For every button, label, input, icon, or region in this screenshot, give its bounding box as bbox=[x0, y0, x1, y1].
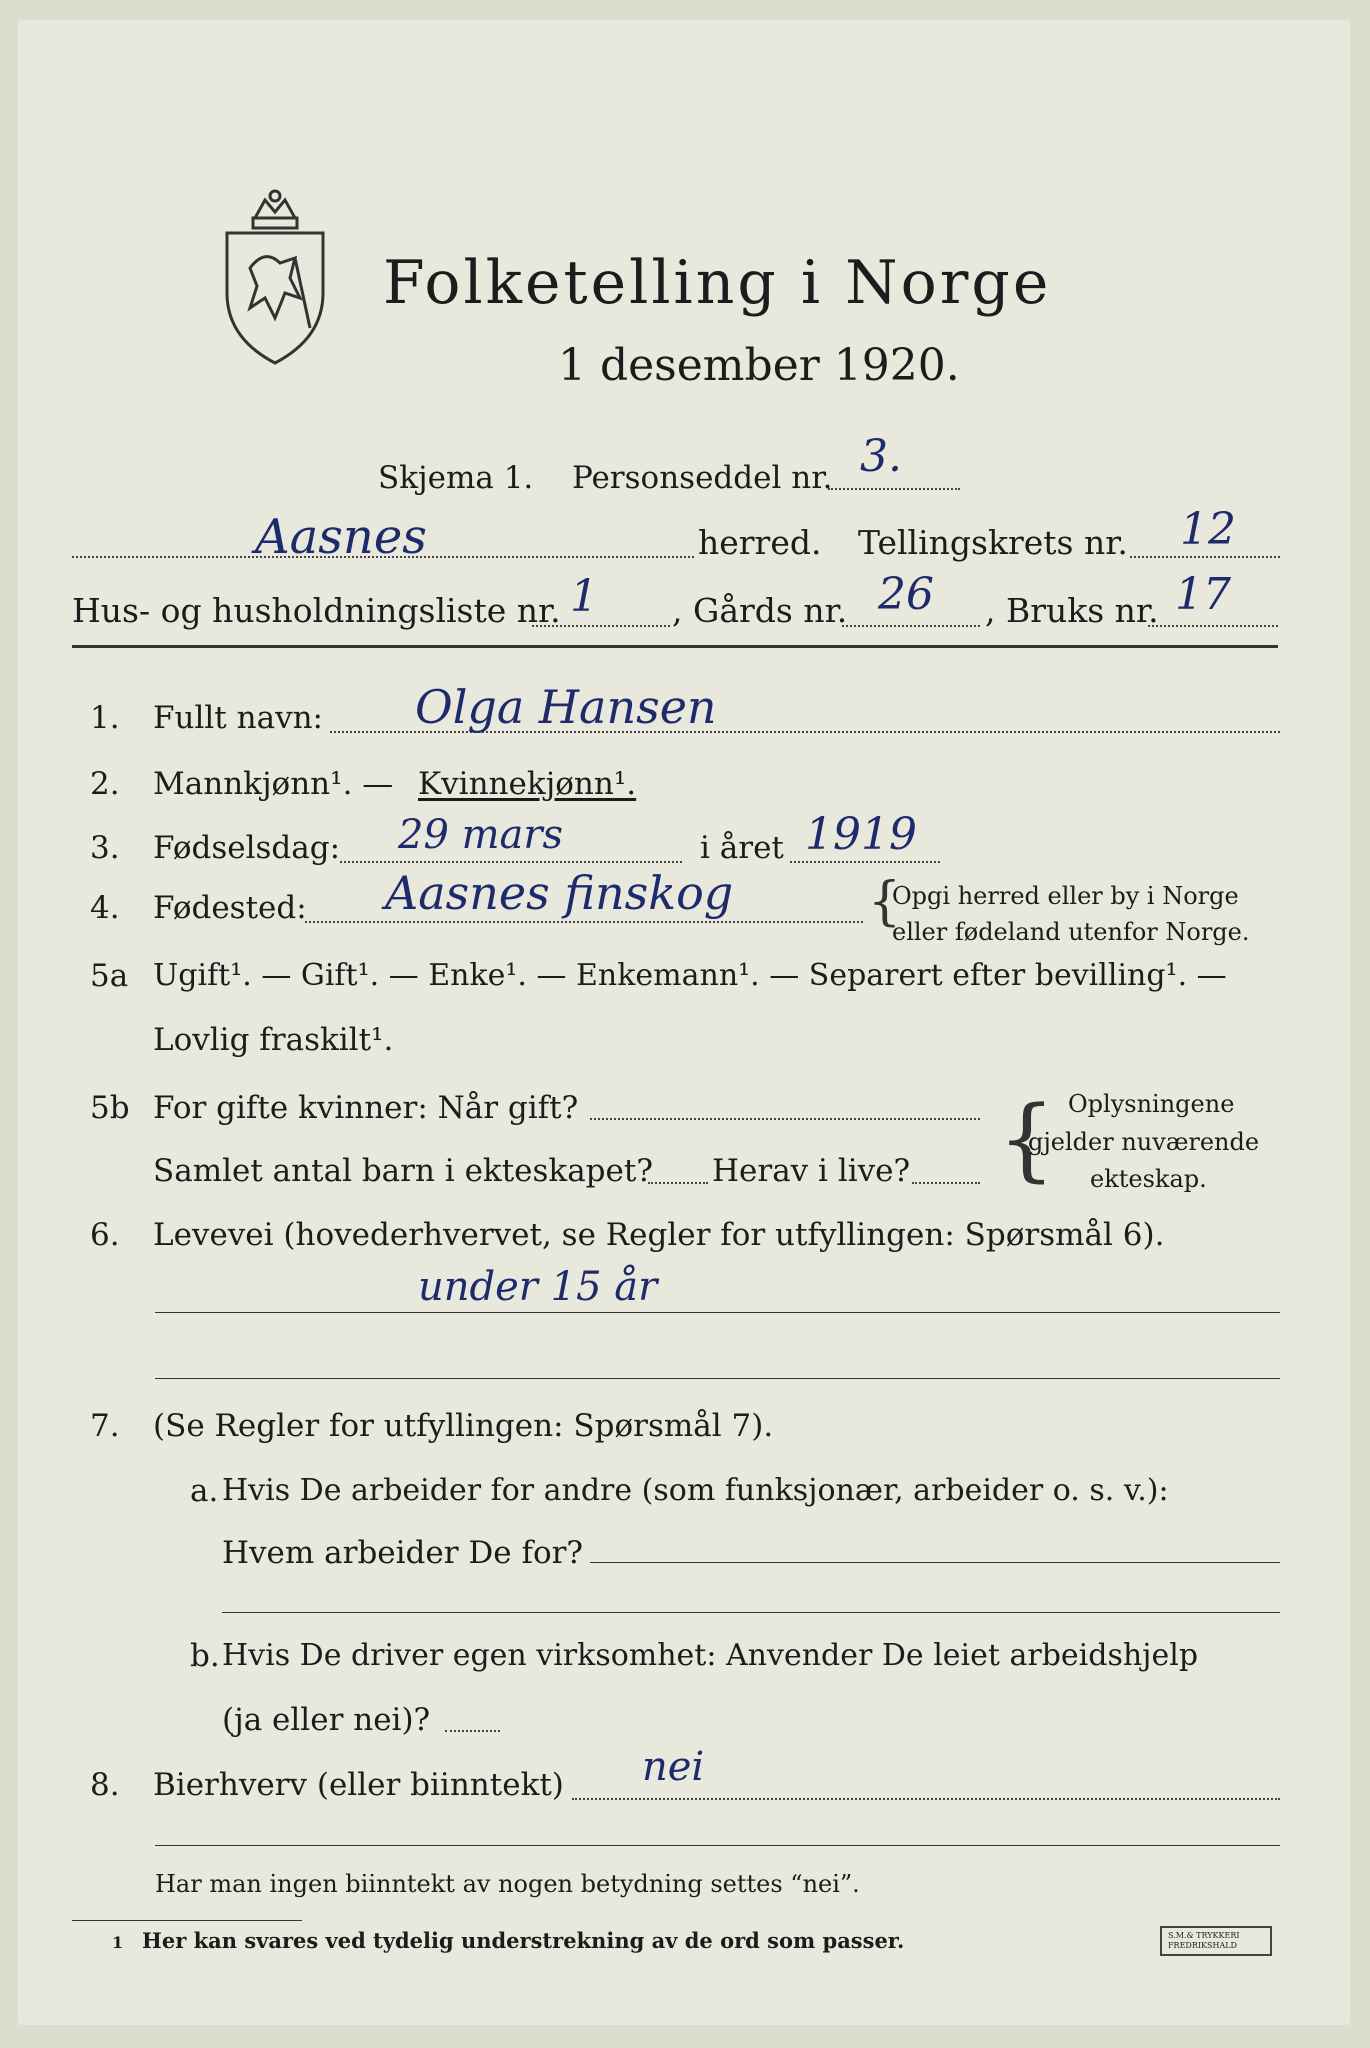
hus-label: Hus- og husholdningsliste nr. bbox=[72, 591, 561, 630]
q1-number: 1. bbox=[90, 700, 120, 736]
birth-year-value[interactable]: 1919 bbox=[805, 809, 917, 860]
marital-status-options[interactable]: Ugift¹. — Gift¹. — Enke¹. — Enkemann¹. — Separert efter bevilling¹. — bbox=[153, 958, 1227, 993]
q7a-employer-line[interactable] bbox=[590, 1562, 1280, 1563]
printer-stamp-text: S.M.& TRYKKERI FREDRIKSHALD bbox=[1168, 1931, 1240, 1950]
tellingskrets-value[interactable]: 12 bbox=[1180, 504, 1236, 555]
herred-line bbox=[72, 556, 694, 558]
q5b-number: 5b bbox=[90, 1090, 130, 1126]
q6-line-2 bbox=[155, 1378, 1280, 1379]
q7b-question: Hvis De driver egen virksomhet: Anvender De leiet arbeidshjelp bbox=[222, 1638, 1199, 1673]
occupation-value[interactable]: under 15 år bbox=[418, 1264, 658, 1310]
q7-number: 7. bbox=[90, 1408, 120, 1444]
q6-label: Levevei (hovederhvervet, se Regler for utfyllingen: Spørsmål 6). bbox=[153, 1217, 1165, 1253]
gards-label: , Gårds nr. bbox=[672, 591, 848, 630]
q8-label: Bierhverv (eller biinntekt) bbox=[153, 1767, 564, 1803]
q5b-note-2: gjelder nuværende bbox=[1028, 1128, 1260, 1156]
q4-label: Fødested: bbox=[153, 890, 307, 926]
q5b-note-3: ekteskap. bbox=[1090, 1165, 1207, 1193]
gards-value[interactable]: 26 bbox=[878, 569, 934, 620]
herred-value[interactable]: Aasnes bbox=[255, 509, 427, 565]
hus-line bbox=[532, 625, 670, 627]
bruks-label: , Bruks nr. bbox=[985, 591, 1159, 630]
q7b-answer-line[interactable] bbox=[445, 1730, 500, 1732]
q6-line-1 bbox=[155, 1312, 1280, 1313]
footnote-number: 1 bbox=[112, 1933, 124, 1952]
personseddel-label: Personseddel nr. bbox=[572, 460, 833, 496]
q3-number: 3. bbox=[90, 830, 120, 866]
q1-label: Fullt navn: bbox=[153, 700, 323, 736]
hus-value[interactable]: 1 bbox=[570, 571, 598, 622]
q5b-married-line bbox=[590, 1118, 980, 1120]
gender-female[interactable]: Kvinnekjønn¹. bbox=[418, 766, 637, 802]
q5b-alive-line bbox=[912, 1182, 980, 1184]
footer-note: Har man ingen biinntekt av nogen betydning settes “nei”. bbox=[155, 1870, 860, 1898]
q4-number: 4. bbox=[90, 890, 120, 926]
birthday-value[interactable]: 29 mars bbox=[398, 812, 564, 858]
footnote-divider bbox=[72, 1920, 302, 1921]
marital-status-divorced[interactable]: Lovlig fraskilt¹. bbox=[153, 1022, 394, 1058]
q7a-employer-label: Hvem arbeider De for? bbox=[222, 1535, 584, 1571]
q4-brace: { bbox=[868, 872, 902, 932]
skjema-label: Skjema 1. bbox=[378, 460, 534, 496]
personseddel-value[interactable]: 3. bbox=[860, 431, 902, 482]
q2-number: 2. bbox=[90, 766, 120, 802]
q5b-alive-label: Herav i live? bbox=[712, 1153, 911, 1189]
gender-male[interactable]: Mannkjønn¹. — bbox=[153, 766, 394, 802]
q5b-brace: { bbox=[998, 1087, 1056, 1192]
gards-line bbox=[842, 625, 980, 627]
census-date: 1 desember 1920. bbox=[558, 340, 960, 391]
full-name-value[interactable]: Olga Hansen bbox=[415, 680, 717, 734]
q7b-letter: b. bbox=[190, 1638, 220, 1674]
q5b-children-label: Samlet antal barn i ekteskapet? bbox=[153, 1153, 653, 1189]
q8-number: 8. bbox=[90, 1767, 120, 1803]
q4-note-2: eller fødeland utenfor Norge. bbox=[892, 918, 1250, 946]
bruks-line bbox=[1148, 625, 1278, 627]
q7a-extra-line bbox=[222, 1612, 1280, 1613]
q7a-question: Hvis De arbeider for andre (som funksjonær, arbeider o. s. v.): bbox=[222, 1473, 1169, 1508]
q3-label: Fødselsdag: bbox=[153, 830, 341, 866]
q5b-note-1: Oplysningene bbox=[1068, 1090, 1235, 1118]
tellingskrets-line bbox=[1130, 556, 1280, 558]
q6-number: 6. bbox=[90, 1217, 120, 1253]
q8-extra-line bbox=[155, 1845, 1280, 1846]
q8-line bbox=[572, 1798, 1280, 1800]
form-title: Folketelling i Norge bbox=[383, 248, 1052, 318]
side-income-value[interactable]: nei bbox=[642, 1744, 705, 1790]
birthplace-value[interactable]: Aasnes finskog bbox=[385, 866, 734, 920]
tellingskrets-label: Tellingskrets nr. bbox=[858, 523, 1128, 562]
footnote-text: Her kan svares ved tydelig understrekning av de ord som passer. bbox=[142, 1928, 905, 1953]
personseddel-line bbox=[828, 488, 960, 490]
q5b-children-line bbox=[648, 1182, 708, 1184]
q7a-letter: a. bbox=[190, 1473, 219, 1509]
q3-year-line bbox=[790, 861, 940, 863]
bruks-value[interactable]: 17 bbox=[1175, 569, 1231, 620]
q4-note-1: Opgi herred eller by i Norge bbox=[892, 882, 1239, 910]
herred-label: herred. bbox=[698, 523, 822, 562]
q3-year-label: i året bbox=[700, 830, 784, 866]
q5a-number: 5a bbox=[90, 958, 129, 994]
printer-stamp bbox=[1160, 1926, 1272, 1956]
q5b-married-when: For gifte kvinner: Når gift? bbox=[153, 1090, 579, 1126]
q3-day-line bbox=[340, 861, 682, 863]
coat-of-arms-icon bbox=[215, 188, 335, 368]
q7-label: (Se Regler for utfyllingen: Spørsmål 7). bbox=[153, 1408, 774, 1444]
header-divider bbox=[72, 645, 1278, 648]
q7b-answer-label: (ja eller nei)? bbox=[222, 1702, 431, 1738]
q4-line bbox=[305, 921, 863, 923]
